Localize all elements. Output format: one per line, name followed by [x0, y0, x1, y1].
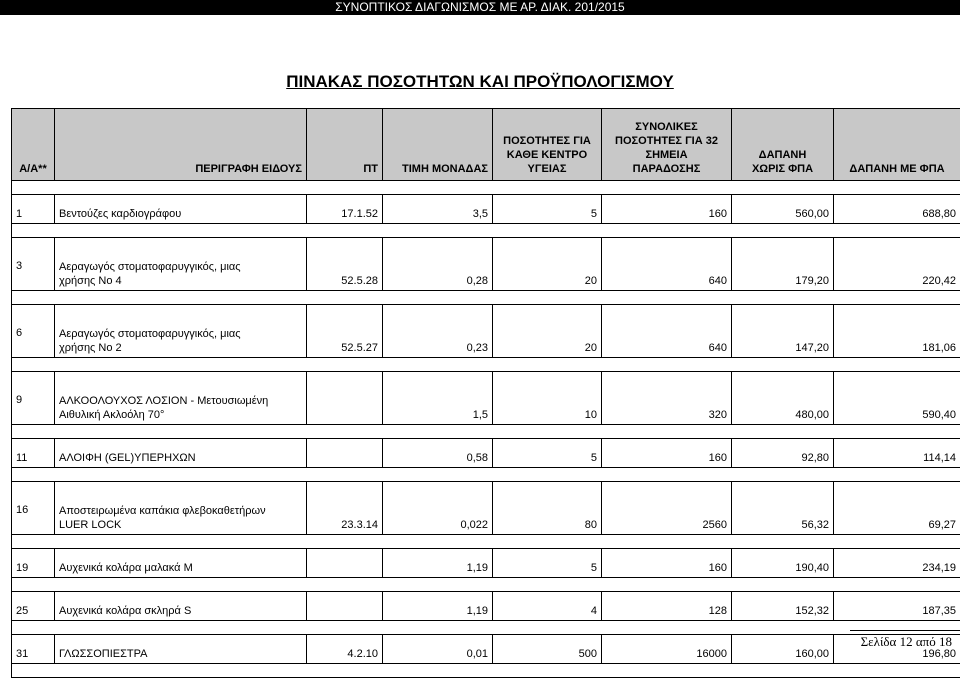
row-cost-with-vat: 114,14 — [834, 439, 960, 468]
col-header-unit-price: ΤΙΜΗ ΜΟΝΑΔΑΣ — [383, 109, 493, 181]
row-qty-per-center: 5 — [493, 195, 602, 224]
row-qty-total: 640 — [602, 238, 732, 291]
row-aa: 6 — [12, 305, 55, 358]
col-header-aa: Α/Α** — [12, 109, 55, 181]
row-description — [55, 305, 307, 358]
row-cost-with-vat: 590,40 — [834, 372, 960, 425]
row-aa: 16 — [12, 482, 55, 535]
row-pt-code: 52.5.27 — [307, 305, 383, 358]
spacer-row — [12, 291, 960, 305]
row-unit-price: 3,5 — [383, 195, 493, 224]
row-aa: 19 — [12, 549, 55, 578]
row-unit-price: 0,01 — [383, 635, 493, 664]
description-line: LUER LOCK — [59, 518, 302, 532]
col-header-qty-per-center: ΠΟΣΟΤΗΤΕΣ ΓΙΑ ΚΑΘΕ ΚΕΝΤΡΟ ΥΓΕΙΑΣ — [493, 109, 602, 181]
spacer-row — [12, 181, 960, 195]
row-description — [55, 549, 307, 578]
row-aa: 25 — [12, 592, 55, 621]
row-cost-with-vat: 688,80 — [834, 195, 960, 224]
col-header-pt: ΠΤ — [307, 109, 383, 181]
spacer-row — [12, 664, 960, 678]
row-qty-per-center: 80 — [493, 482, 602, 535]
table-row — [12, 549, 960, 578]
row-description — [55, 439, 307, 468]
row-pt-code — [307, 439, 383, 468]
table-row — [12, 238, 960, 291]
row-qty-total: 160 — [602, 195, 732, 224]
row-pt-code — [307, 549, 383, 578]
description-line: ΑΛΚΟΟΛΟΥΧΟΣ ΛΟΣΙΟΝ - Μετουσιωμένη — [59, 394, 302, 408]
footer-rule — [850, 630, 960, 631]
description-line: Βεντούζες καρδιογράφου — [59, 207, 302, 221]
row-description — [55, 372, 307, 425]
row-cost-with-vat: 181,06 — [834, 305, 960, 358]
row-cost-without-vat: 480,00 — [732, 372, 834, 425]
description-line: χρήσης Νο 2 — [59, 341, 302, 355]
document-header-bar: ΣΥΝΟΠΤΙΚΟΣ ΔΙΑΓΩΝΙΣΜΟΣ ΜΕ ΑΡ. ΔΙΑΚ. 201/2015 — [0, 0, 960, 15]
row-cost-with-vat: 69,27 — [834, 482, 960, 535]
table-row — [12, 635, 960, 664]
description-line: χρήσης Νο 4 — [59, 274, 302, 288]
page-footer: Σελίδα 12 από 18 — [861, 634, 952, 650]
spacer-row — [12, 535, 960, 549]
spacer-row — [12, 224, 960, 238]
row-cost-without-vat: 152,32 — [732, 592, 834, 621]
table-row — [12, 439, 960, 468]
col-header-qty-total: ΣΥΝΟΛΙΚΕΣ ΠΟΣΟΤΗΤΕΣ ΓΙΑ 32 ΣΗΜΕΙΑ ΠΑΡΑΔΟΣΗΣ — [602, 109, 732, 181]
row-aa: 1 — [12, 195, 55, 224]
row-aa: 9 — [12, 372, 55, 425]
row-qty-per-center: 5 — [493, 549, 602, 578]
quantities-budget-table — [11, 108, 960, 678]
row-unit-price: 0,28 — [383, 238, 493, 291]
row-qty-per-center: 4 — [493, 592, 602, 621]
row-qty-total: 160 — [602, 439, 732, 468]
row-unit-price: 1,19 — [383, 592, 493, 621]
row-description — [55, 592, 307, 621]
spacer-row — [12, 621, 960, 635]
row-description — [55, 482, 307, 535]
row-aa: 31 — [12, 635, 55, 664]
row-qty-total: 160 — [602, 549, 732, 578]
col-header-description: ΠΕΡΙΓΡΑΦΗ ΕΙΔΟΥΣ — [55, 109, 307, 181]
page-title: ΠΙΝΑΚΑΣ ΠΟΣΟΤΗΤΩΝ ΚΑΙ ΠΡΟΫΠΟΛΟΓΙΣΜΟΥ — [0, 72, 960, 92]
row-description — [55, 635, 307, 664]
table-row — [12, 482, 960, 535]
row-pt-code — [307, 372, 383, 425]
row-qty-per-center: 20 — [493, 305, 602, 358]
row-qty-total: 2560 — [602, 482, 732, 535]
col-header-cost-with-vat: ΔΑΠΑΝΗ ΜΕ ΦΠΑ — [834, 109, 960, 181]
row-pt-code: 17.1.52 — [307, 195, 383, 224]
description-line: Αιθυλική Ακλοόλη 70° — [59, 408, 302, 422]
row-pt-code: 52.5.28 — [307, 238, 383, 291]
row-aa: 3 — [12, 238, 55, 291]
description-line: Αυχενικά κολάρα σκληρά S — [59, 604, 302, 618]
row-cost-without-vat: 190,40 — [732, 549, 834, 578]
col-header-cost-without-vat: ΔΑΠΑΝΗ ΧΩΡΙΣ ΦΠΑ — [732, 109, 834, 181]
description-line: Αεραγωγός στοματοφαρυγγικός, μιας — [59, 327, 302, 341]
row-pt-code: 4.2.10 — [307, 635, 383, 664]
spacer-row — [12, 425, 960, 439]
spacer-row — [12, 578, 960, 592]
row-unit-price: 1,19 — [383, 549, 493, 578]
row-cost-without-vat: 147,20 — [732, 305, 834, 358]
row-cost-with-vat: 187,35 — [834, 592, 960, 621]
row-cost-without-vat: 179,20 — [732, 238, 834, 291]
row-cost-without-vat: 560,00 — [732, 195, 834, 224]
row-qty-total: 16000 — [602, 635, 732, 664]
row-qty-total: 640 — [602, 305, 732, 358]
row-unit-price: 0,022 — [383, 482, 493, 535]
row-description — [55, 195, 307, 224]
row-qty-total: 320 — [602, 372, 732, 425]
row-cost-without-vat: 160,00 — [732, 635, 834, 664]
row-cost-with-vat: 234,19 — [834, 549, 960, 578]
row-cost-without-vat: 56,32 — [732, 482, 834, 535]
description-line: Αποστειρωμένα καπάκια φλεβοκαθετήρων — [59, 504, 302, 518]
spacer-row — [12, 358, 960, 372]
description-line: Αυχενικά κολάρα μαλακά M — [59, 561, 302, 575]
table-header-row — [12, 109, 960, 181]
row-unit-price: 1,5 — [383, 372, 493, 425]
spacer-row — [12, 468, 960, 482]
total-page-count: 18 — [939, 634, 952, 649]
row-qty-per-center: 10 — [493, 372, 602, 425]
row-aa: 11 — [12, 439, 55, 468]
description-line: ΑΛΟΙΦΗ (GEL)ΥΠΕΡΗΧΩΝ — [59, 451, 302, 465]
row-pt-code: 23.3.14 — [307, 482, 383, 535]
row-unit-price: 0,23 — [383, 305, 493, 358]
current-page-number: 12 — [900, 634, 913, 649]
row-qty-per-center: 5 — [493, 439, 602, 468]
description-line: ΓΛΩΣΣΟΠΙΕΣΤΡΑ — [59, 647, 302, 661]
table-row — [12, 195, 960, 224]
row-cost-with-vat: 196,80 — [834, 635, 960, 664]
row-cost-with-vat: 220,42 — [834, 238, 960, 291]
description-line: Αεραγωγός στοματοφαρυγγικός, μιας — [59, 260, 302, 274]
row-cost-without-vat: 92,80 — [732, 439, 834, 468]
row-unit-price: 0,58 — [383, 439, 493, 468]
row-description — [55, 238, 307, 291]
row-pt-code — [307, 592, 383, 621]
row-qty-total: 128 — [602, 592, 732, 621]
table-row — [12, 372, 960, 425]
row-qty-per-center: 500 — [493, 635, 602, 664]
table-row — [12, 305, 960, 358]
row-qty-per-center: 20 — [493, 238, 602, 291]
table-row — [12, 592, 960, 621]
